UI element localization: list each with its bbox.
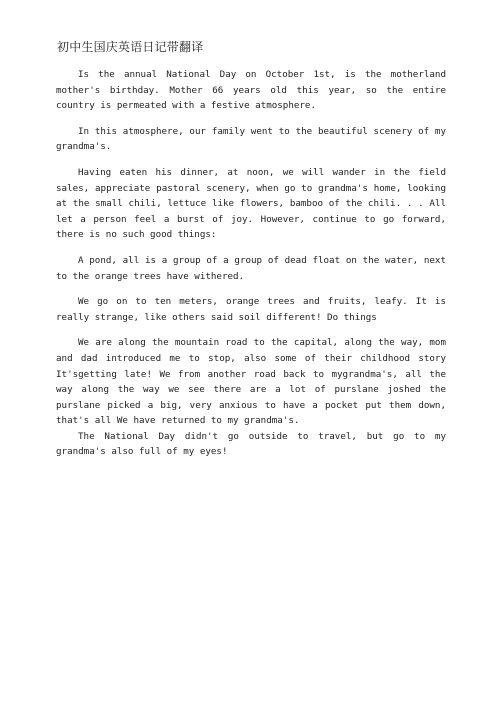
paragraph-5: We go on to ten meters, orange trees and fruits, leafy. It is really strange, like others said soil different! Do things <box>56 296 446 323</box>
paragraph-7: The National Day didn't go outside to travel, but go to my grandma's also full of my eyes! <box>56 430 446 458</box>
paragraph-2: In this atmosphere, our family went to the beautiful scenery of my grandma's. <box>56 125 446 153</box>
paragraph-4: A pond, all is a group of a group of dead float on the water, next to the orange trees have withered. <box>56 254 446 282</box>
document-title: 初中生国庆英语日记带翻译 <box>57 40 204 54</box>
document-body <box>56 67 446 470</box>
paragraph-1: Is the annual National Day on October 1st, is the motherland mother's birthday. Mother 66 years old this year, so the entire country is permeated with a festive atmosphere. <box>56 69 446 112</box>
paragraph-6: We are along the mountain road to the capital, along the way, mom and dad introduced me to stop, also some of their childhood story It'sgetting late! We from another road back to mygrandma's, all the way along the way we see there are a lot of purslane joshed the purslane picked a big, very anxious to have a pocket put them down, that's all We have returned to my grandma's. <box>56 337 446 427</box>
paragraph-3: Having eaten his dinner, at noon, we will wander in the field sales, appreciate pastoral scenery, when go to grandma's home, looking at the small chili, lettuce like flowers, bamboo of the chili. . . All let a person feel a burst of joy. However, continue to go forward, there is no such good things: <box>56 166 446 241</box>
